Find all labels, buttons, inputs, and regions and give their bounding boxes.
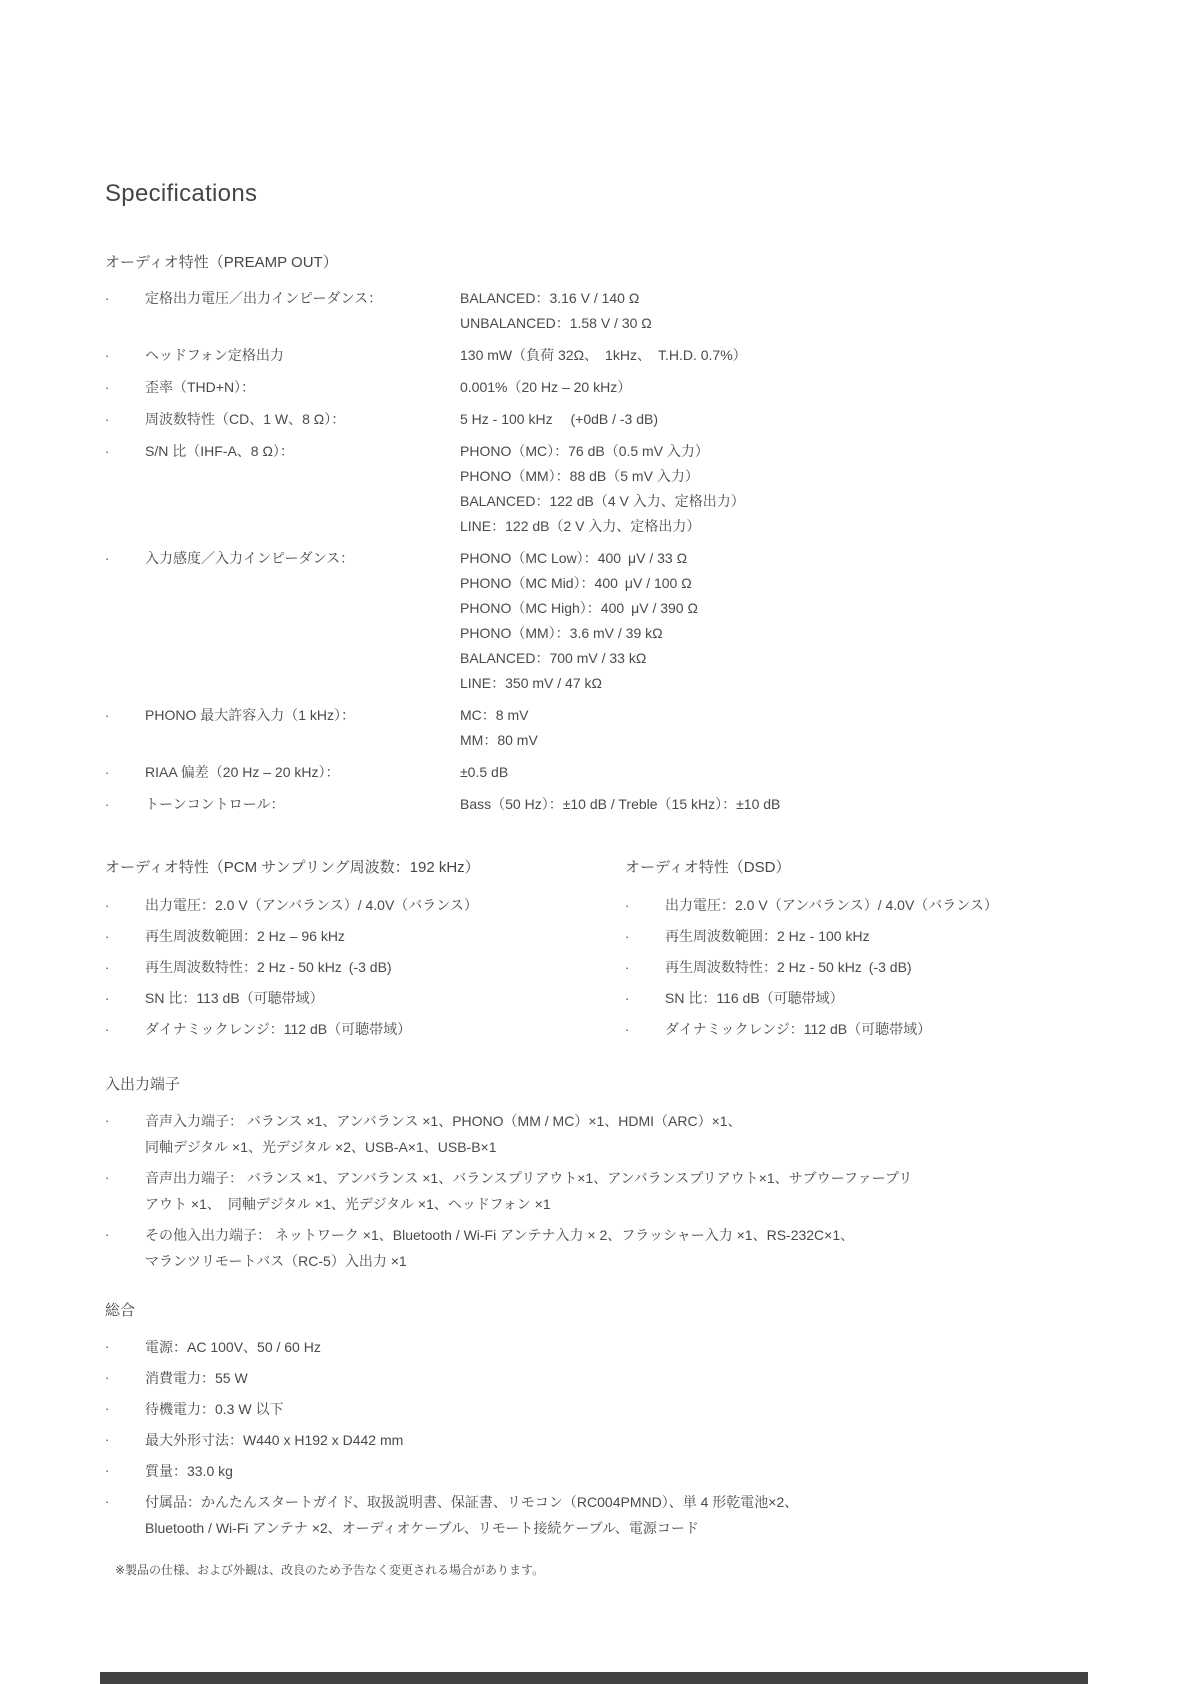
bullet-icon: · [105, 1227, 110, 1242]
list-item-text: 待機電力：0.3 W 以下 [145, 1401, 284, 1417]
io-item-list [105, 1108, 1098, 1274]
list-item [625, 924, 1098, 949]
dsd-item-list [625, 893, 1098, 1042]
list-item [105, 1458, 1098, 1484]
bullet-icon: · [105, 1022, 110, 1037]
spec-label: S/N 比（IHF-A、8 Ω）： [145, 443, 294, 459]
spec-value: MC：8 mV MM：80 mV [460, 707, 538, 748]
list-item [625, 1017, 1098, 1042]
bullet-icon: · [625, 929, 630, 944]
list-item [105, 1165, 1098, 1217]
list-item-text: 再生周波数特性：2 Hz - 50 kHz (-3 dB) [665, 959, 912, 975]
list-item [105, 955, 625, 980]
spec-row [105, 792, 1098, 817]
list-item-text: 音声出力端子： バランス ×1、アンバランス ×1、バランスプリアウト×1、アンバランスプリアウト×1、サブウーファープリ アウト ×1、 同軸デジタル ×1、光デジタル ×1、ヘッドフォン ×1 [145, 1170, 913, 1212]
page-title: Specifications [105, 180, 258, 207]
list-item-text: 再生周波数範囲：2 Hz – 96 kHz [145, 928, 345, 944]
section-pcm [105, 857, 625, 1048]
spec-value: PHONO（MC）：76 dB（0.5 mV 入力） PHONO（MM）：88 dB（5 mV 入力） BALANCED：122 dB（4 V 入力、定格出力） LINE：122 dB（2 V 入力、定格出力） [460, 443, 745, 534]
bullet-icon: · [105, 1432, 110, 1447]
bullet-icon: · [105, 291, 110, 306]
list-item [105, 1222, 1098, 1274]
general-item-list [105, 1334, 1098, 1541]
io-section-heading: 入出力端子 [105, 1076, 181, 1093]
footer-note: ※製品の仕様、および外観は、改良のため予告なく変更される場合があります。 [115, 1563, 545, 1577]
list-item-text: SN 比：113 dB（可聴帯域） [145, 990, 324, 1006]
dsd-section-heading: オーディオ特性（DSD） [625, 859, 791, 876]
list-item [105, 1427, 1098, 1453]
list-item [105, 1108, 1098, 1160]
list-item-text: 再生周波数特性：2 Hz - 50 kHz (-3 dB) [145, 959, 392, 975]
bullet-icon: · [105, 380, 110, 395]
list-item-text: 音声入力端子： バランス ×1、アンバランス ×1、PHONO（MM / MC）×1、HDMI（ARC）×1、 同軸デジタル ×1、光デジタル ×2、USB-A×1、USB-B×1 [145, 1113, 742, 1155]
bullet-icon: · [105, 929, 110, 944]
bullet-icon: · [105, 1401, 110, 1416]
list-item [105, 1489, 1098, 1541]
bullet-icon: · [105, 797, 110, 812]
bullet-icon: · [105, 898, 110, 913]
list-item-text: SN 比：116 dB（可聴帯域） [665, 990, 844, 1006]
spec-value: Bass（50 Hz）：±10 dB / Treble（15 kHz）：±10 dB [460, 796, 781, 812]
bullet-icon: · [625, 991, 630, 1006]
bullet-icon: · [105, 412, 110, 427]
spec-value: 0.001%（20 Hz – 20 kHz） [460, 379, 632, 395]
bullet-icon: · [105, 1339, 110, 1354]
spec-row [105, 375, 1098, 400]
spec-label: PHONO 最大許容入力（1 kHz）： [145, 707, 356, 723]
spec-label: 歪率（THD+N）： [145, 379, 256, 395]
spec-row [105, 703, 1098, 753]
spec-value: ±0.5 dB [460, 764, 509, 780]
list-item [105, 1334, 1098, 1360]
spec-label: トーンコントロール： [145, 796, 285, 812]
next-page-edge [100, 1672, 1088, 1684]
general-section-heading: 総合 [105, 1302, 136, 1319]
section-preamp [105, 252, 1098, 817]
list-item-text: 最大外形寸法：W440 x H192 x D442 mm [145, 1432, 404, 1448]
spec-label: ヘッドフォン定格出力 [145, 347, 284, 363]
bullet-icon: · [105, 1170, 110, 1185]
bullet-icon: · [105, 348, 110, 363]
list-item-text: 出力電圧：2.0 V（アンバランス）/ 4.0V（バランス） [665, 897, 998, 913]
spec-label: 周波数特性（CD、1 W、8 Ω）： [145, 411, 346, 427]
list-item [105, 1365, 1098, 1391]
bullet-icon: · [105, 765, 110, 780]
spec-value: 130 mW（負荷 32Ω、 1kHz、 T.H.D. 0.7%） [460, 347, 747, 363]
list-item [625, 986, 1098, 1011]
spec-row [105, 286, 1098, 336]
list-item-text: 消費電力：55 W [145, 1370, 248, 1386]
list-item [105, 1396, 1098, 1422]
list-item [105, 986, 625, 1011]
pcm-item-list [105, 893, 625, 1042]
spec-label: 入力感度／入力インピーダンス： [145, 550, 355, 566]
list-item-text: 電源：AC 100V、50 / 60 Hz [145, 1339, 321, 1355]
list-item [625, 955, 1098, 980]
bullet-icon: · [105, 708, 110, 723]
bullet-icon: · [105, 991, 110, 1006]
spec-value: BALANCED：3.16 V / 140 Ω UNBALANCED：1.58 V / 30 Ω [460, 290, 652, 331]
list-item [625, 893, 1098, 918]
spec-label: 定格出力電圧／出力インピーダンス： [145, 290, 383, 306]
section-io [105, 1074, 1098, 1274]
bullet-icon: · [105, 960, 110, 975]
bullet-icon: · [105, 1494, 110, 1509]
list-item-text: 質量：33.0 kg [145, 1463, 233, 1479]
list-item [105, 893, 625, 918]
bullet-icon: · [625, 898, 630, 913]
list-item-text: ダイナミックレンジ：112 dB（可聴帯域） [145, 1021, 412, 1037]
list-item [105, 1017, 625, 1042]
bullet-icon: · [105, 444, 110, 459]
spec-row [105, 343, 1098, 368]
bullet-icon: · [625, 1022, 630, 1037]
spec-value: PHONO（MC Low）：400 μV / 33 Ω PHONO（MC Mid）：400 μV / 100 Ω PHONO（MC High）：400 μV / 390 Ω PHONO（MM）：3.6 mV / 39 kΩ BALANCED：700 mV / 33 kΩ LINE：350 mV / 47 kΩ [460, 550, 698, 691]
bullet-icon: · [105, 551, 110, 566]
spec-row [105, 760, 1098, 785]
spec-row [105, 407, 1098, 432]
list-item-text: ダイナミックレンジ：112 dB（可聴帯域） [665, 1021, 932, 1037]
bullet-icon: · [105, 1370, 110, 1385]
spec-value: 5 Hz - 100 kHz (+0dB / -3 dB) [460, 411, 659, 427]
bullet-icon: · [105, 1463, 110, 1478]
preamp-section-heading: オーディオ特性（PREAMP OUT） [105, 254, 338, 271]
list-item-text: その他入出力端子： ネットワーク ×1、Bluetooth / Wi-Fi アンテナ入力 × 2、フラッシャー入力 ×1、RS-232C×1、 マランツリモートバス（RC-5）入出力 ×1 [145, 1227, 855, 1269]
bullet-icon: · [105, 1113, 110, 1128]
section-dsd [625, 857, 1098, 1048]
list-item-text: 再生周波数範囲：2 Hz - 100 kHz [665, 928, 870, 944]
pcm-section-heading: オーディオ特性（PCM サンプリング周波数：192 kHz） [105, 859, 480, 876]
list-item-text: 付属品：かんたんスタートガイド、取扱説明書、保証書、リモコン（RC004PMND）、単 4 形乾電池×2、 Bluetooth / Wi-Fi アンテナ ×2、オーディオケーブル、リモート接続ケーブル、電源コード [145, 1494, 799, 1536]
spec-row [105, 546, 1098, 696]
preamp-spec-rows [105, 286, 1098, 817]
list-item [105, 924, 625, 949]
spec-row [105, 439, 1098, 539]
list-item-text: 出力電圧：2.0 V（アンバランス）/ 4.0V（バランス） [145, 897, 478, 913]
spec-label: RIAA 偏差（20 Hz – 20 kHz）： [145, 764, 340, 780]
audio-characteristics-columns [105, 857, 1098, 1048]
bullet-icon: · [625, 960, 630, 975]
section-general [105, 1300, 1098, 1541]
